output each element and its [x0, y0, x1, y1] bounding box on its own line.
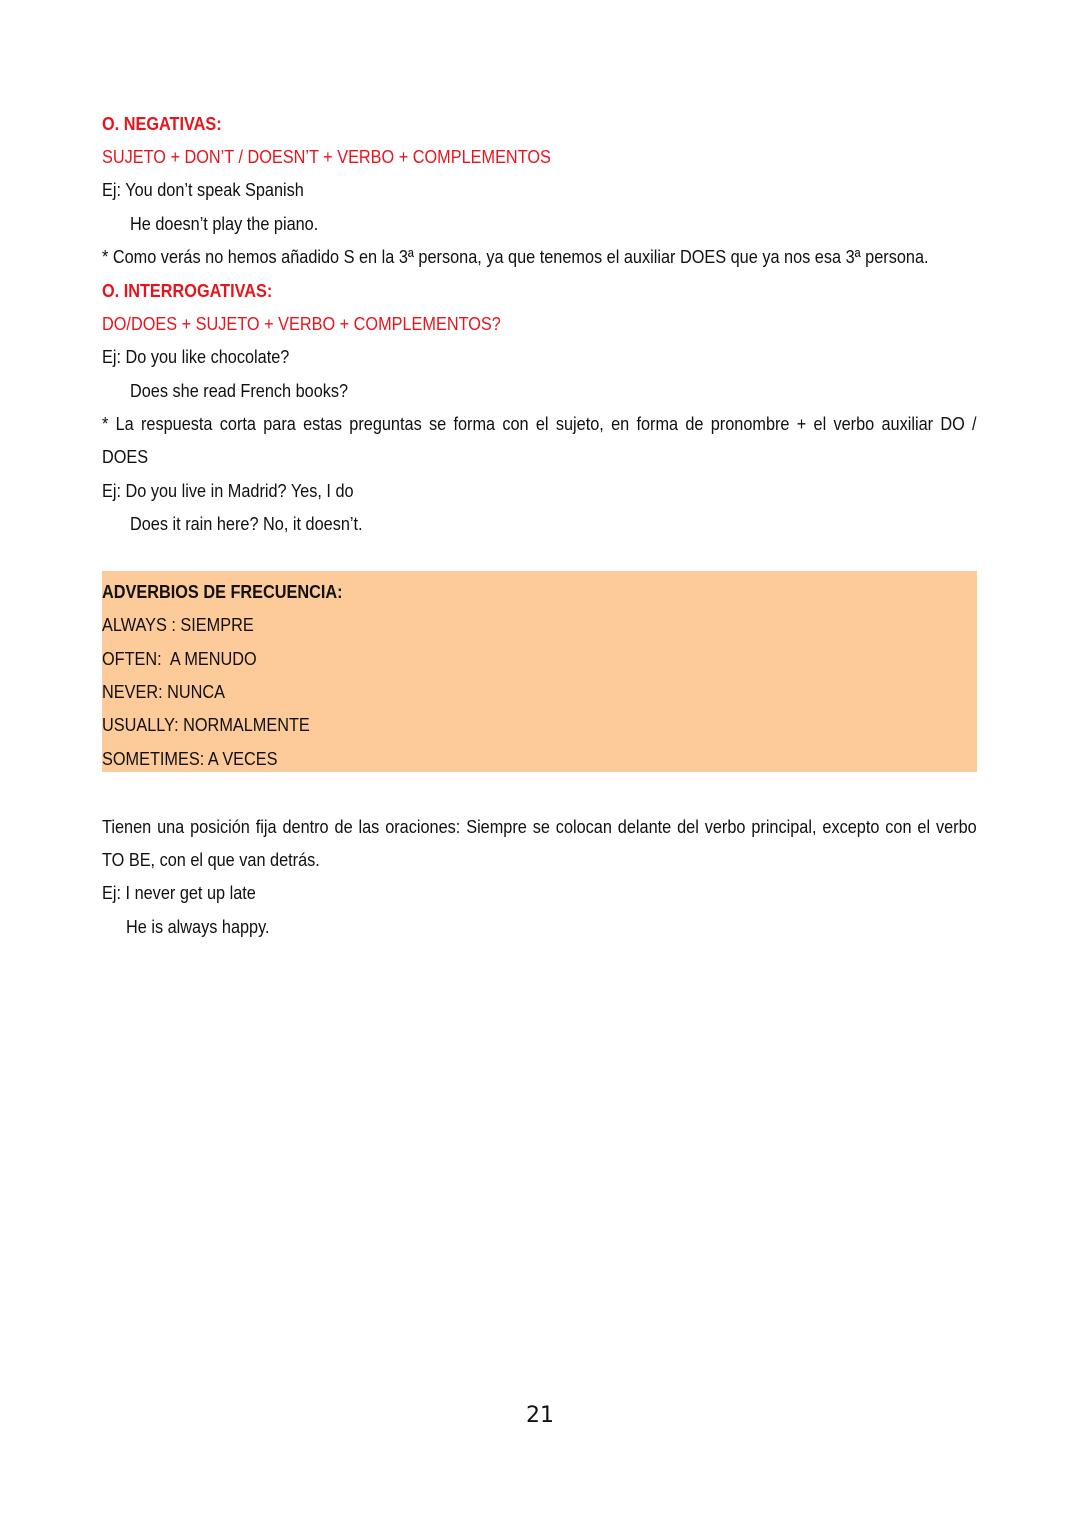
interrogativas-example-2: Does she read French books?	[130, 380, 349, 401]
adverbio-item: SOMETIMES: A VECES	[102, 748, 278, 769]
word: Siempre	[466, 816, 527, 837]
interrogativas-note-line-2: DOES	[102, 446, 149, 467]
word: una	[157, 816, 185, 837]
word: corta	[219, 413, 256, 434]
word: se	[532, 816, 550, 837]
page-number: 21	[526, 1403, 554, 1428]
adverbios-heading: ADVERBIOS DE FRECUENCIA:	[102, 581, 343, 602]
word: forma	[453, 413, 496, 434]
word: +	[796, 413, 807, 434]
word: el	[917, 816, 931, 837]
word: posición	[190, 816, 250, 837]
adverbio-item: NEVER: NUNCA	[102, 681, 226, 702]
word: verbo	[935, 816, 977, 837]
adverbio-item: OFTEN: A MENUDO	[102, 648, 257, 669]
word: de	[685, 413, 704, 434]
word: principal,	[751, 816, 817, 837]
word: auxiliar	[881, 413, 934, 434]
word: oraciones:	[385, 816, 461, 837]
word: respuesta	[140, 413, 213, 434]
word: se	[428, 413, 447, 434]
word: *	[102, 413, 109, 434]
word: de	[334, 816, 353, 837]
adverbio-item: USUALLY: NORMALMENTE	[102, 714, 310, 735]
word: verbo	[833, 413, 875, 434]
negativas-note: * Como verás no hemos añadido S en la 3ª persona, ya que tenemos el auxiliar DOES que ya nos esa 3ª persona.	[102, 246, 929, 267]
word: con	[885, 816, 912, 837]
word: el	[535, 413, 549, 434]
word: para	[263, 413, 296, 434]
word: estas	[303, 413, 343, 434]
negativas-example-1: Ej: You don’t speak Spanish	[102, 179, 304, 200]
short-answer-example-1: Ej: Do you live in Madrid? Yes, I do	[102, 480, 354, 501]
short-answer-example-2: Does it rain here? No, it doesn’t.	[130, 513, 363, 534]
word: La	[115, 413, 134, 434]
word: sujeto,	[555, 413, 604, 434]
word: dentro	[282, 816, 329, 837]
word: DO	[940, 413, 965, 434]
adverbio-item: ALWAYS : SIEMPRE	[102, 614, 254, 635]
word: colocan	[555, 816, 612, 837]
word: delante	[617, 816, 672, 837]
interrogativas-formula: DO/DOES + SUJETO + VERBO + COMPLEMENTOS?	[102, 313, 501, 334]
posicion-line-2: TO BE, con el que van detrás.	[102, 849, 320, 870]
negativas-formula: SUJETO + DON’T / DOESN’T + VERBO + COMPLEMENTOS	[102, 146, 551, 167]
word: pronombre	[710, 413, 790, 434]
posicion-example-1: Ej: I never get up late	[102, 882, 256, 903]
interrogativas-note-line-1	[102, 412, 977, 436]
posicion-example-2: He is always happy.	[126, 916, 270, 937]
word: del	[677, 816, 699, 837]
interrogativas-heading: O. INTERROGATIVAS:	[102, 280, 273, 301]
word: con	[502, 413, 529, 434]
word: el	[813, 413, 827, 434]
word: en	[611, 413, 630, 434]
word: las	[358, 816, 380, 837]
interrogativas-example-1: Ej: Do you like chocolate?	[102, 346, 290, 367]
word: excepto	[822, 816, 880, 837]
posicion-line-1	[102, 815, 977, 839]
negativas-example-2: He doesn’t play the piano.	[130, 213, 319, 234]
word: /	[972, 413, 977, 434]
word: fija	[255, 816, 277, 837]
word: Tienen	[102, 816, 152, 837]
word: forma	[636, 413, 679, 434]
negativas-heading: O. NEGATIVAS:	[102, 113, 222, 134]
word: preguntas	[349, 413, 422, 434]
word: verbo	[704, 816, 746, 837]
